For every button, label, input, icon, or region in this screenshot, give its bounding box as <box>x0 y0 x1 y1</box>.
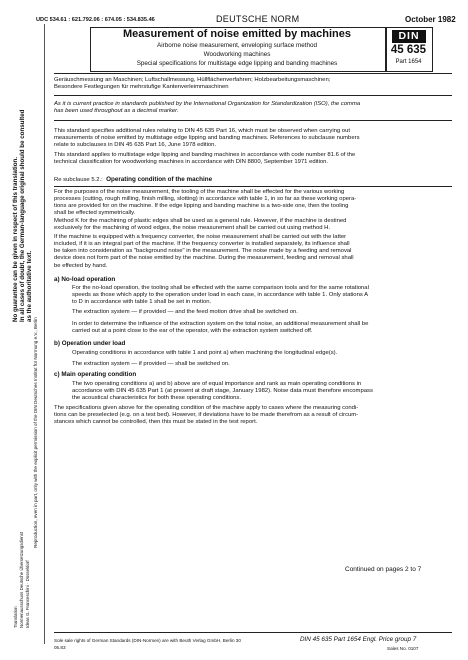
title-rule <box>54 73 452 74</box>
item-a-text-1: For the no-load operation, the tooling shall be effected with the same comparison tools and for the same rotational speeds as those which apply to the operation under load in each case, in accordance with table 1. Only stations A to D in accordance with table 1 shall be set in motion. <box>72 285 369 306</box>
footer-date-code: 05.83 <box>54 645 66 650</box>
translation-credit-2: Normenausschuss Deutsche Übersetzungsdienst <box>19 531 24 628</box>
item-b-text-2: The extraction system — if provided — shall be switched on. <box>72 361 230 367</box>
din-part: Part 1654 <box>395 59 422 65</box>
udc-code: UDC 534.61 : 621.792.06 : 674.05 : 534.835.46 <box>36 17 155 23</box>
intro-paragraph-2: This standard applies to multistage edge lipping and banding machines in accordance with code number 81.6 of the technical classification for woodworking machines in accordance with DIN 8800, September 1971 edition. <box>54 152 356 166</box>
norm-label: DEUTSCHE NORM <box>216 14 300 24</box>
iso-note-rule <box>54 120 452 121</box>
german-title-rule <box>54 95 452 96</box>
continued-note: Continued on pages 2 to 7 <box>345 566 422 573</box>
german-title: Geräuschmessung an Maschinen; Luftschallmessung, Hüllflächenverfahren; Holzbearbeitungsmaschinen; Besondere Festlegungen für mehrstufige Kantenverleimmaschinen <box>54 77 331 91</box>
sole-sale-rights: Sole sale rights of German Standards (DIN-Normen) are with Beuth Verlag GmbH, Berlin 30 <box>54 638 241 643</box>
closing-paragraph: The specifications given above for the operating condition of the machine apply to cases where the measuring condi- tions can be preselected (e.g. on a test bed). However, if deviations have to be made therefrom as a result of circum- stances which cannot be controlled, then this must be stated in the test report. <box>54 405 359 426</box>
section-paragraph-1: For the purposes of the noise measurement, the tooling of the machine shall be effected for the various working processes (cutting, rough milling, finish milling, slotting) in accordance with table 1, in so far as these working opera- tions are provided for on the machine. If the edge lipping and banding machine is a two-side one, then the tooling shall be effected symmetrically. <box>54 189 357 217</box>
din-number: 45 635 <box>390 44 427 56</box>
translation-disclaimer-line-3: as the authoritative text. <box>26 250 33 322</box>
sales-number: Sales No. 0107 <box>387 646 419 651</box>
item-b-label: b) Operation under load <box>54 340 126 347</box>
translation-credit-1: Translation <box>13 606 18 628</box>
translation-disclaimer-line-2: In all cases of doubt, the German-language original should be consulted <box>19 109 26 322</box>
footer-din-reference: DIN 45 635 Part 1654 Engl. Price group 7 <box>300 636 417 643</box>
item-a-text-3: In order to determine the influence of the extraction system on the total noise, an additional measurement shall be carried out at a point close to the ear of the operator, with the extraction system switched off. <box>72 321 369 335</box>
item-a-text-2: The extraction system — if provided — and the feed motion drive shall be switched on. <box>72 309 298 315</box>
section-rule <box>54 186 452 187</box>
subtitle-3: Special specifications for multistage edge lipping and banding machines <box>136 60 338 67</box>
translation-credit-3: Ideas G. Franceschini · Düsseldorf <box>25 560 30 628</box>
item-c-text: The two operating conditions a) and b) above are of equal importance and rank as main operating conditions in accordance with DIN 45 635 Part 1 (at present at draft stage, January 1982). Noise data must therefore encompass the acoustical characteristics for both these operating conditions. <box>72 381 373 402</box>
din-logo: DIN <box>392 30 426 43</box>
translation-disclaimer-line-1: No guarantee can be given in respect of this translation. <box>12 156 19 322</box>
intro-paragraph: This standard specifies additional rules relating to DIN 45 635 Part 16, which must be observed when carrying out measurements of noise emitted by multistage edge lipping and banding machines. References to subclause numbers relate to subclauses in DIN 45 635 Part 16, June 1978 edition. <box>54 128 360 149</box>
subtitle-2: Woodworking machines <box>203 51 271 58</box>
subtitle-1: Airborne noise measurement, enveloping surface method <box>157 42 317 49</box>
iso-note: As it is current practice in standards published by the International Organization for Standardization (ISO), the comma has been used throughout as a decimal marker. <box>54 101 361 115</box>
section-paragraph-2: Method K for the machining of plastic edges shall be used as a general rule. However, if the machine is destined exclusively for the machining of wood edges, the noise measurement shall be carried out using method H. <box>54 218 347 232</box>
item-c-label: c) Main operating condition <box>54 371 137 378</box>
margin-divider <box>44 24 45 644</box>
item-b-text-1: Operating conditions in accordance with table 1 and point a) when machining the longitudinal edge(s). <box>72 350 338 356</box>
section-paragraph-3: If the machine is equipped with a frequency converter, the noise measurement shall be carried out with the latter included, if it is an integral part of the machine. If the frequency converter is installed separately, its influence shall be taken into consideration as "background noise" in the measurement. The noise made by a feeding and removal device does not form part of the noise emitted by the machine. During the measurement, feeding and removal shall be effected by hand. <box>54 234 354 269</box>
reproduction-notice: Reproduction, even in part, only with the explicit permission of the DIN Deutsches Institut für Normung e.V., Berlin <box>33 317 38 548</box>
issue-date: October 1982 <box>405 15 456 24</box>
section-heading: Re subclause 5.2.: Operating condition of the machine <box>54 176 213 183</box>
item-a-label: a) No-load operation <box>54 276 116 283</box>
footer-rule <box>54 632 452 633</box>
document-title: Measurement of noise emitted by machines <box>122 28 351 40</box>
